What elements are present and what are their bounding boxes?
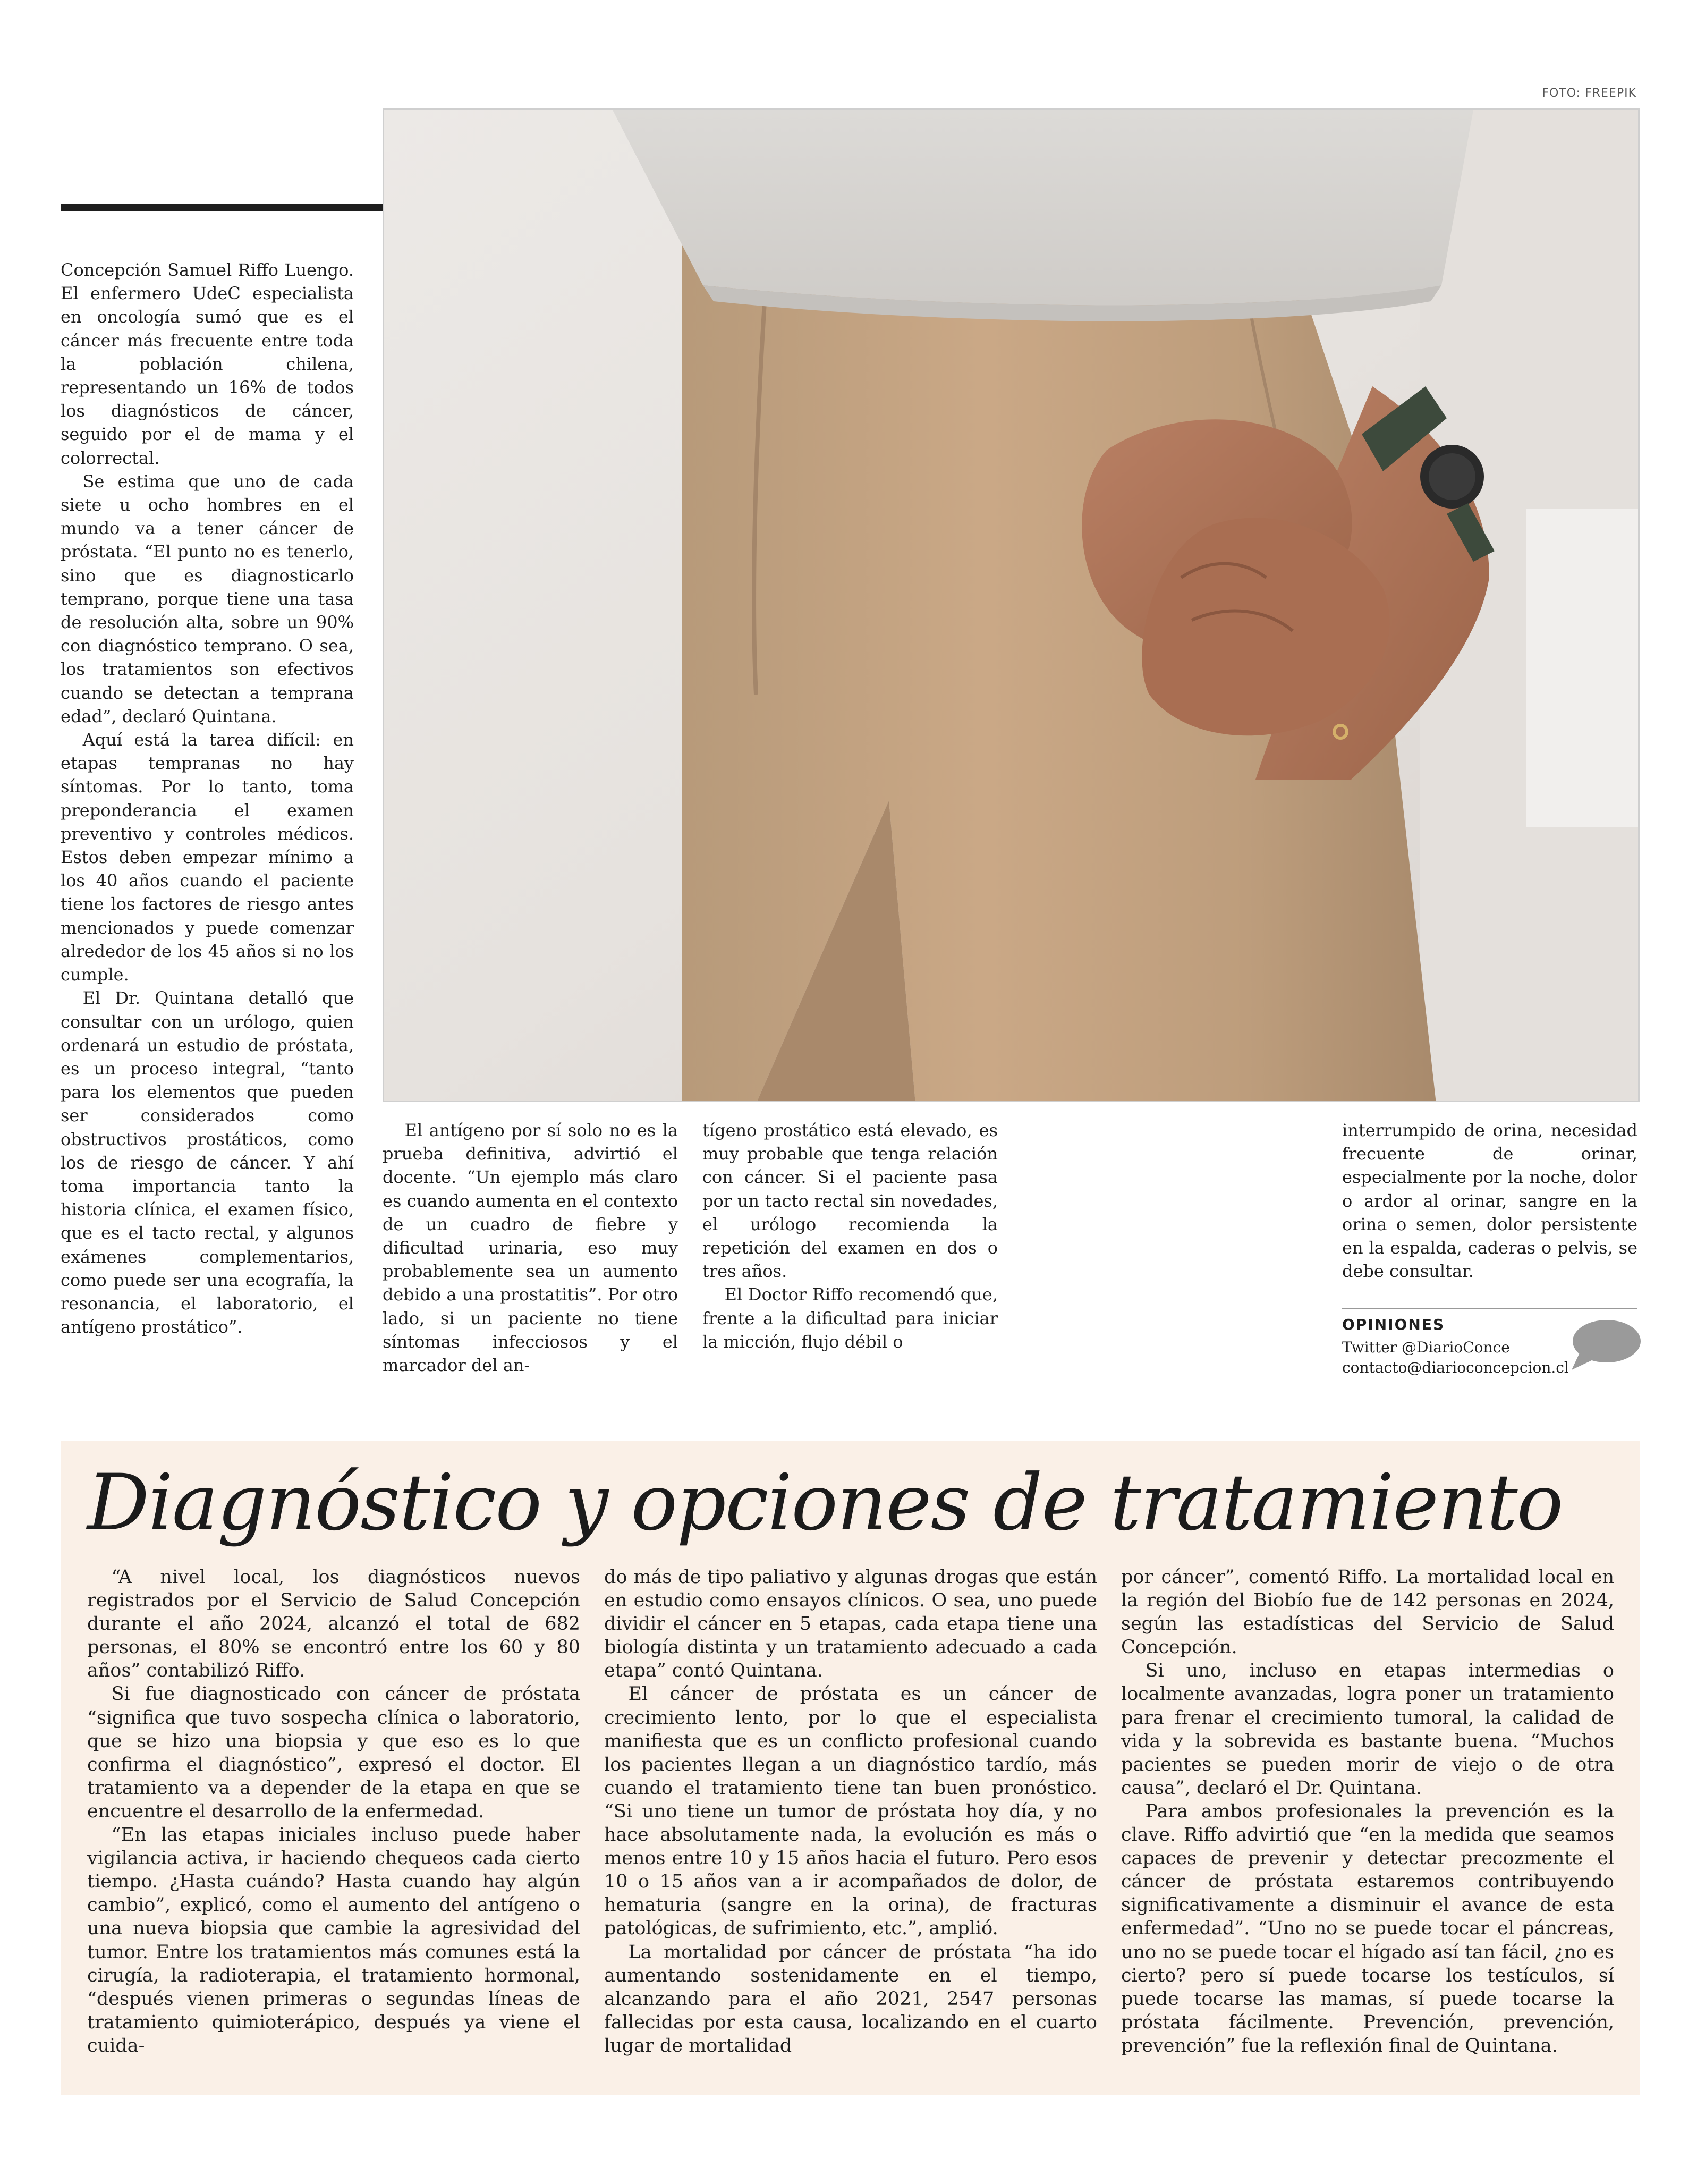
paragraph: Concepción Samuel Riffo Luengo. El enfermero UdeC especialista en oncología sumó que es el cáncer más frecuente entre toda la población chilena, representando un 16% de todos los diagnósticos de cáncer, seguido por el de mama y el colorrectal. <box>61 260 354 468</box>
speech-bubble-icon <box>1567 1317 1642 1375</box>
paragraph: El Dr. Quintana detalló que consultar con un urólogo, quien ordenará un estudio de próstata, es un proceso integral, “tanto para los elementos que pueden ser considerados como obstructivos prostáticos, como los de riesgo de cáncer. Y ahí toma importancia tanto la historia clínica, el examen físico, que es el tacto rectal, y algunos exámenes complementarios, como puede ser una ecografía, la resonancia, el laboratorio, el antígeno prostático”. <box>61 988 354 1338</box>
paragraph: interrumpido de orina, necesidad frecuente de orinar, especialmente por la noche, dolor o ardor al orinar, sangre en la orina o semen, dolor persistente en la espalda, caderas o pelvis, se debe consultar. <box>1342 1120 1637 1282</box>
opinions-twitter[interactable]: Twitter @DiarioConce <box>1342 1339 1510 1356</box>
paragraph: La mortalidad por cáncer de próstata “ha ido aumentando sostenidamente en el tiempo, alcanzando para el año 2021, 2547 personas fallecidas por esta causa, localizando en el cuarto lugar de mortalidad <box>604 1941 1097 2056</box>
paragraph: tígeno prostático está elevado, es muy probable que tenga relación con cáncer. Si el paciente pasa por un tacto rectal sin novedades, el urólogo recomienda la repetición del examen en dos o tres años. <box>702 1120 998 1282</box>
opinions-label: OPINIONES <box>1342 1316 1445 1333</box>
paragraph: Si uno, incluso en etapas intermedias o localmente avanzadas, logra poner un tratamiento para frenar el crecimiento tumoral, la calidad de vida y la sobrevida es bastante buena. “Muchos pacientes se pueden morir de viejo o de otra causa”, declaró el Dr. Quintana. <box>1121 1660 1614 1799</box>
box-column-2 <box>604 1565 1097 2058</box>
paragraph: Se estima que uno de cada siete u ocho hombres en el mundo va a tener cáncer de próstata. “El punto no es tenerlo, sino que es diagnosticarlo temprano, porque tiene una tasa de resolución alta, sobre un 90% con diagnóstico temprano. O sea, los tratamientos son efectivos cuando se detectan a temprana edad”, declaró Quintana. <box>61 471 354 726</box>
paragraph: “En las etapas iniciales incluso puede haber vigilancia activa, ir haciendo chequeos cada cierto tiempo. ¿Hasta cuándo? Hasta cuando hay algún cambio”, explicó, como el aumento del antígeno o una nueva biopsia que cambie la agresividad del tumor. Entre los tratamientos más comunes está la cirugía, la radioterapia, el tratamiento hormonal, “después vienen primeras o segundas líneas de tratamiento quimioterápico, después ya viene el cuida- <box>87 1824 580 2056</box>
box-column-1 <box>87 1565 580 2058</box>
paragraph: Para ambos profesionales la prevención es la clave. Riffo advirtió que “en la medida que seamos capaces de prevenir y detectar precozmente el cáncer de próstata estaremos contribuyendo significativamente a disminuir el avance de esta enfermedad”. “Uno no se puede tocar el páncreas, uno no se puede tocar el hígado así tan fácil, ¿no es cierto? pero sí puede tocarse los testículos, sí puede tocarse las mamas, sí puede tocarse la próstata fácilmente. Prevención, prevención, prevención” fue la reflexión final de Quintana. <box>1121 1800 1614 2056</box>
paragraph: por cáncer”, comentó Riffo. La mortalidad local en la región del Biobío fue de 142 personas en 2024, según las estadísticas del Servicio de Salud Concepción. <box>1121 1567 1614 1658</box>
paragraph: El Doctor Riffo recomendó que, frente a la dificultad para iniciar la micción, flujo débil o <box>702 1284 998 1352</box>
paragraph: El antígeno por sí solo no es la prueba definitiva, advirtió el docente. “Un ejemplo más claro es cuando aumenta en el contexto de un cuadro de fiebre y dificultad urinaria, eso muy probablemente sea un aumento debido a una prostatitis”. Por otro lado, si un paciente no tiene síntomas infecciosos y el marcador del an- <box>383 1120 678 1376</box>
article-column-4 <box>1342 1119 1637 1283</box>
photo-credit: FOTO: FREEPIK <box>1542 87 1636 100</box>
article-column-3 <box>702 1119 998 1353</box>
box-column-3 <box>1121 1565 1614 2058</box>
man-holding-groin-photo <box>384 110 1640 1102</box>
opinions-rule <box>1342 1308 1637 1309</box>
paragraph: do más de tipo paliativo y algunas drogas que están en estudio como ensayos clínicos. O sea, uno puede dividir el cáncer en 5 etapas, cada etapa tiene una biología distinta y un tratamiento adecuado a cada etapa” contó Quintana. <box>604 1567 1097 1682</box>
paragraph: El cáncer de próstata es un cáncer de crecimiento lento, por lo que el especialista manifiesta que es un conflicto profesional cuando los pacientes llegan a un diagnóstico tardío, más cuando el tratamiento tiene tan buen pronóstico. “Si uno tiene un tumor de próstata hoy día, y no hace absolutamente nada, la evolución es más o menos entre 10 y 15 años hacia el futuro. Pero esos 10 o 15 años van a ir acompañados de dolor, de hematuria (sangre en la orina), de fracturas patológicas, de sufrimiento, etc.”, amplió. <box>604 1683 1097 1940</box>
paragraph: “A nivel local, los diagnósticos nuevos registrados por el Servicio de Salud Concepción durante el año 2024, alcanzó el total de 682 personas, el 80% se encontró entre los 60 y 80 años” contabilizó Riffo. <box>87 1567 580 1682</box>
section-rule <box>61 204 385 211</box>
article-photo <box>383 108 1640 1102</box>
article-column-1 <box>61 258 354 1339</box>
paragraph: Aquí está la tarea difícil: en etapas tempranas no hay síntomas. Por lo tanto, toma preponderancia el examen preventivo y controles médicos. Estos deben empezar mínimo a los 40 años cuando el paciente tiene los factores de riesgo antes mencionados y puede comenzar alrededor de los 45 años si no los cumple. <box>61 730 354 985</box>
article-column-2 <box>383 1119 678 1377</box>
opinions-email[interactable]: contacto@diarioconcepcion.cl <box>1342 1359 1569 1376</box>
box-title: Diagnóstico y opciones de tratamiento <box>87 1458 1563 1548</box>
paragraph: Si fue diagnosticado con cáncer de próstata “significa que tuvo sospecha clínica o laboratorio, que se hizo una biopsia y que eso es lo que confirma el diagnóstico”, expresó el doctor. El tratamiento va a depender de la etapa en que se encuentre el desarrollo de la enfermedad. <box>87 1683 580 1822</box>
